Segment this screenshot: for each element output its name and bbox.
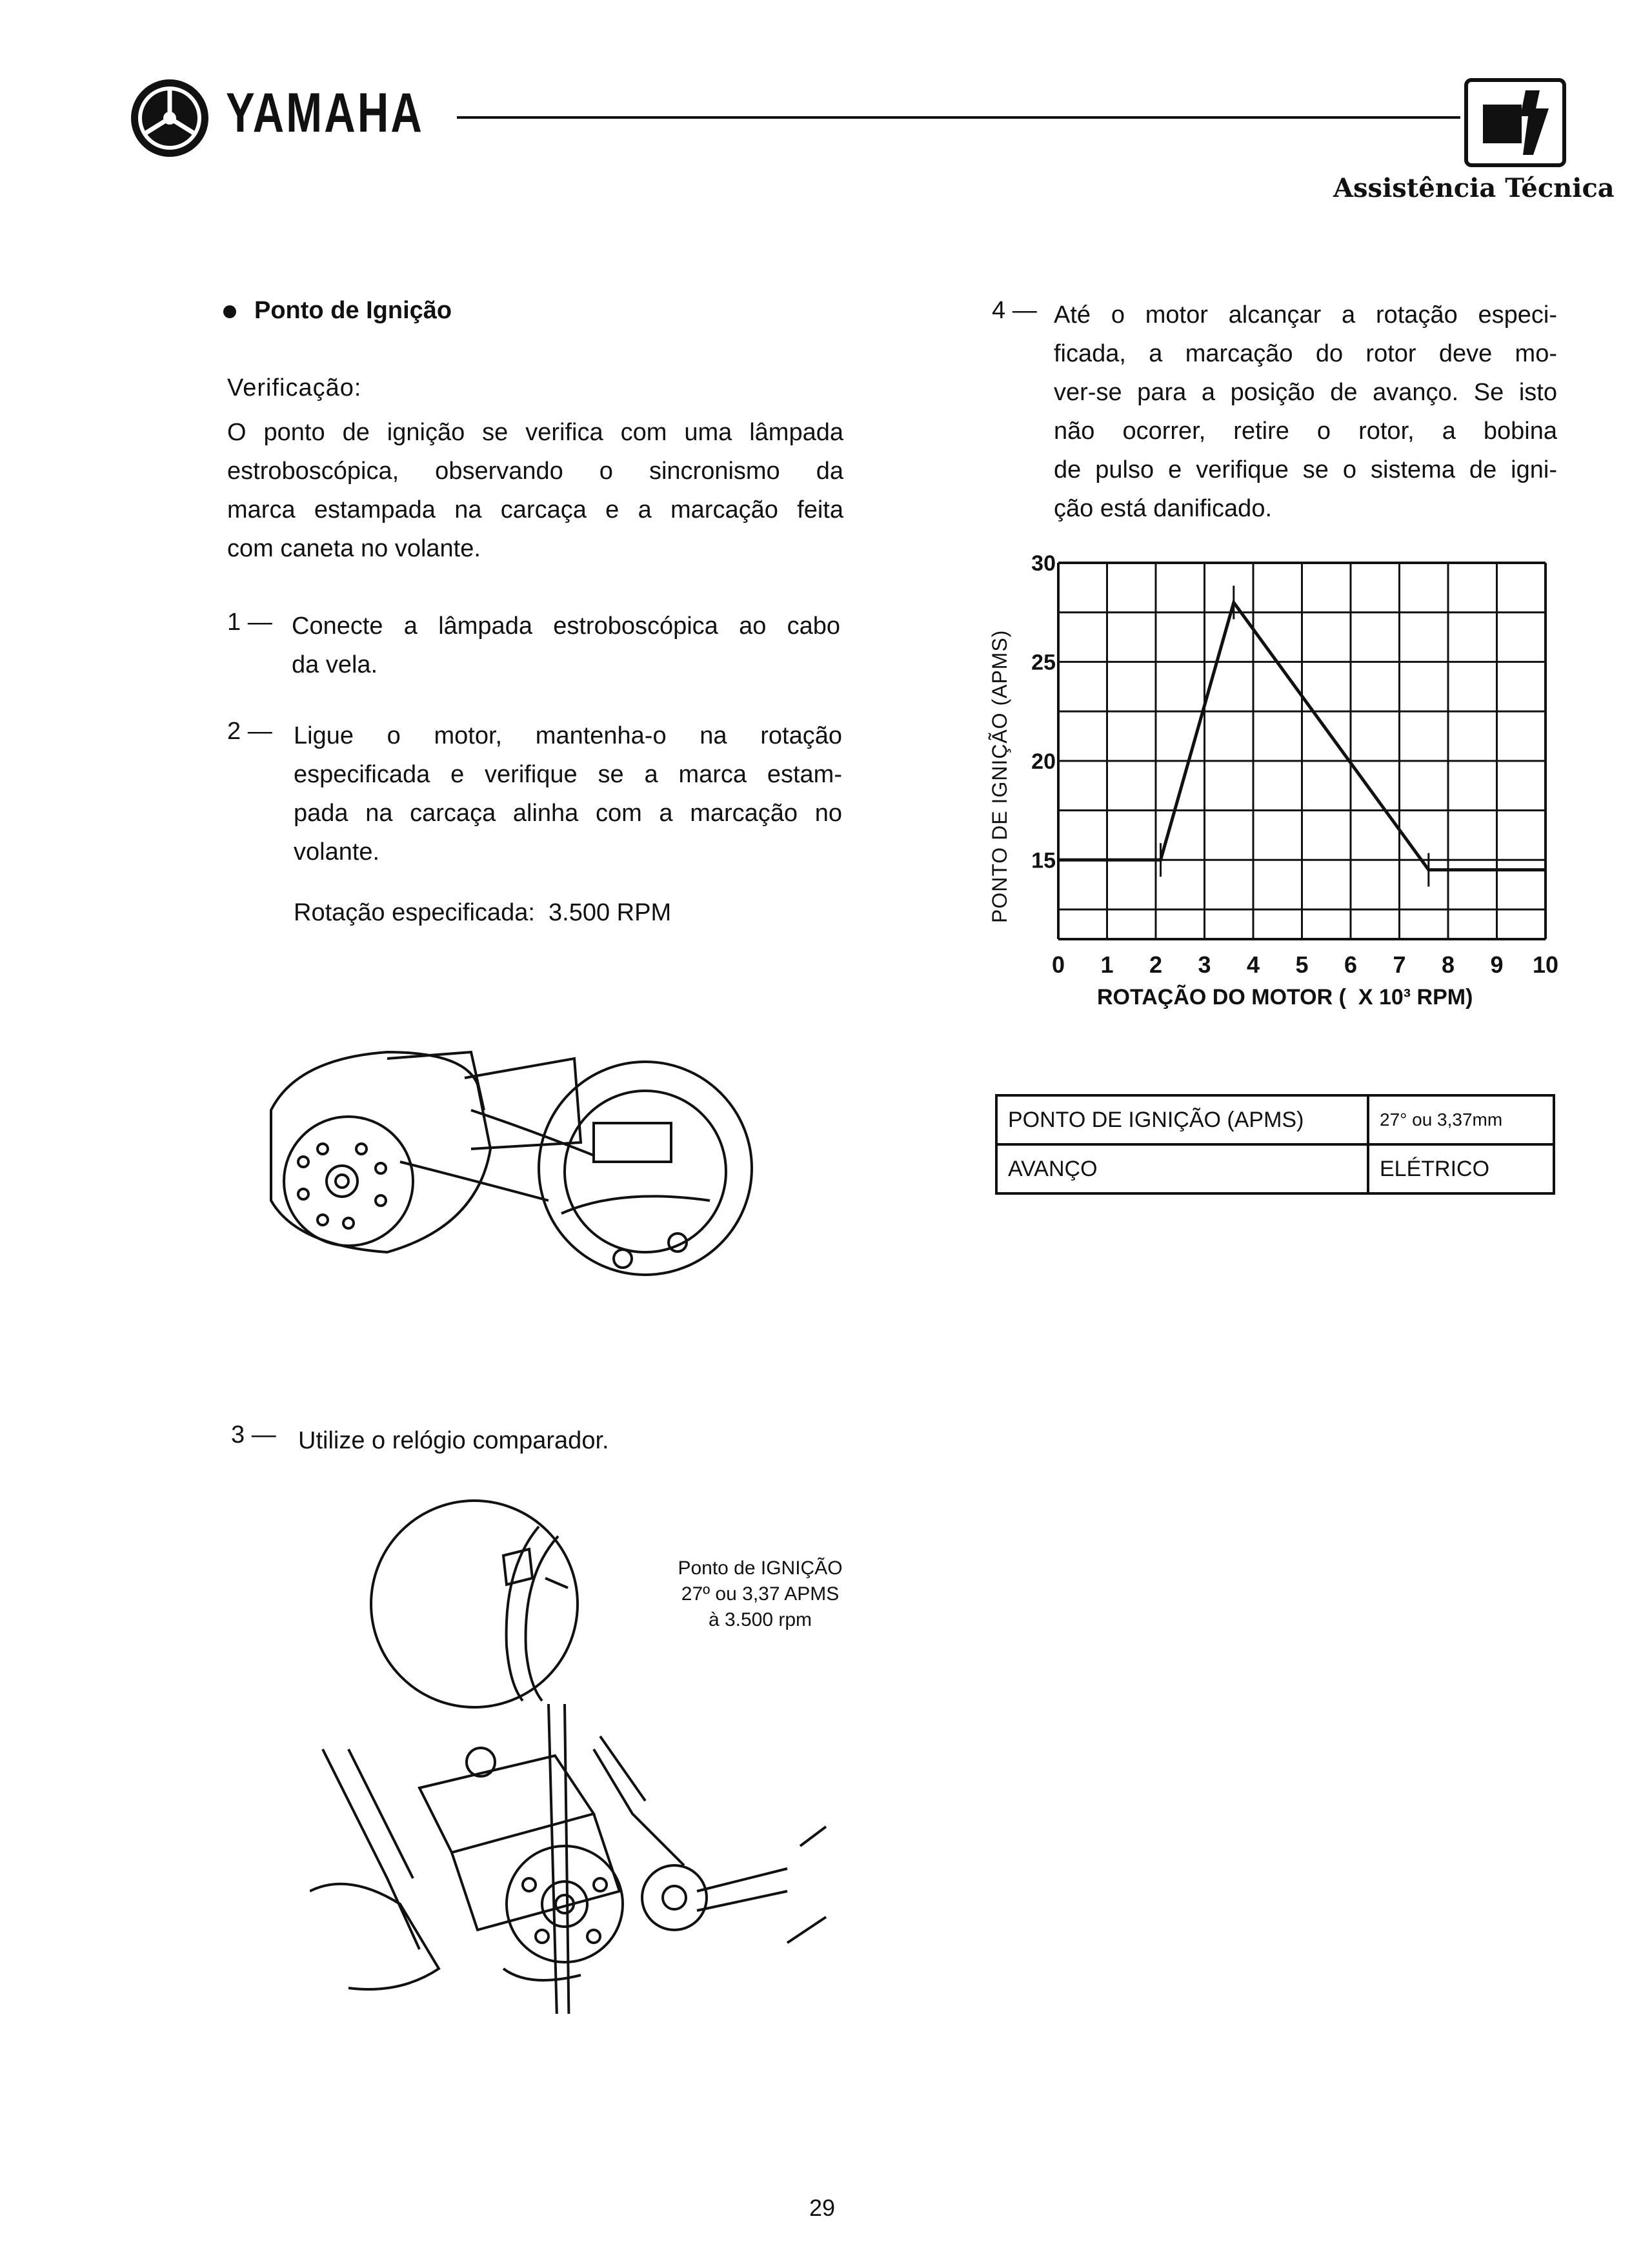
chart-grid [1058, 563, 1546, 939]
step-line: especificada e verifique se a marca estam- [294, 761, 842, 788]
tech-service-icon [1464, 77, 1567, 168]
step-4-number: 4 — [992, 297, 1037, 324]
table-cell-label: PONTO DE IGNIÇÃO (APMS) [996, 1095, 1368, 1144]
y-tick-label: 30 [1031, 551, 1056, 576]
step-2-text [294, 716, 842, 871]
x-tick-label: 8 [1441, 951, 1455, 978]
intro-line: com caneta no volante. [227, 535, 481, 562]
step-line: Conecte a lâmpada estroboscópica ao cabo [292, 613, 840, 640]
intro-line: estroboscópica, observando o sincronismo da [227, 458, 843, 485]
chart-x-label: ROTAÇÃO DO MOTOR ( X 10³ RPM) [1097, 985, 1473, 1009]
x-tick-label: 10 [1532, 951, 1559, 978]
x-tick-label: 3 [1198, 951, 1211, 978]
callout-line: à 3.500 rpm [708, 1609, 812, 1630]
brand-name: YAMAHA [226, 82, 424, 144]
chart-y-label: PONTO DE IGNIÇÃO (APMS) [988, 629, 1011, 923]
intro-line: O ponto de ignição se verifica com uma lâmpada [227, 419, 843, 446]
step-line: Ligue o motor, mantenha-o na rotação [294, 722, 842, 749]
yamaha-logo-emblem [128, 76, 212, 160]
step-line: volante. [294, 838, 380, 866]
step-line: ficada, a marcação do rotor deve mo- [1054, 340, 1557, 367]
y-tick-label: 20 [1031, 749, 1056, 774]
step-line: da vela. [292, 651, 378, 678]
flywheel-strobe-illustration [258, 1033, 774, 1291]
step-line: pada na carcaça alinha com a marcação no [294, 800, 842, 827]
x-tick-label: 5 [1295, 951, 1309, 978]
step-1-text [292, 607, 840, 684]
page-number: 29 [809, 2195, 836, 2221]
chart-x-ticks [1052, 951, 1558, 978]
x-tick-label: 7 [1393, 951, 1406, 978]
brand-subtitle: Assistência Técnica [1333, 173, 1615, 203]
step-line: não ocorrer, retire o rotor, a bobina [1054, 418, 1557, 445]
y-tick-label: 15 [1031, 848, 1056, 873]
step-line: Até o motor alcançar a rotação especi- [1054, 301, 1557, 329]
step-4-text [1054, 296, 1557, 528]
table-cell-value: 27° ou 3,37mm [1368, 1095, 1554, 1144]
x-tick-label: 2 [1149, 951, 1163, 978]
callout-line: Ponto de IGNIÇÃO [678, 1557, 843, 1579]
intro-line: marca estampada na carcaça e a marcação feita [227, 496, 843, 523]
subsection-title: Verificação: [227, 374, 362, 401]
x-tick-label: 9 [1490, 951, 1504, 978]
table-row [996, 1095, 1554, 1144]
chart-y-ticks [1031, 551, 1056, 873]
x-tick-label: 4 [1246, 951, 1260, 978]
step-line: ção está danificado. [1054, 495, 1273, 522]
header-rule [457, 116, 1460, 119]
ignition-advance-chart [981, 542, 1575, 1033]
spec-table [995, 1094, 1555, 1195]
table-cell-value: ELÉTRICO [1368, 1144, 1554, 1193]
y-tick-label: 25 [1031, 650, 1056, 675]
table-cell-label: AVANÇO [996, 1144, 1368, 1193]
x-tick-label: 6 [1344, 951, 1358, 978]
x-tick-label: 0 [1051, 951, 1065, 978]
bullet-dot [223, 305, 236, 318]
step-2-number: 2 — [227, 718, 272, 745]
spec-rpm: Rotação especificada: 3.500 RPM [294, 899, 672, 926]
intro-paragraph [227, 413, 843, 568]
x-tick-label: 1 [1100, 951, 1114, 978]
step-line: ver-se para a posição de avanço. Se isto [1054, 379, 1557, 406]
callout-line: 27º ou 3,37 APMS [681, 1583, 840, 1605]
step-1-number: 1 — [227, 609, 272, 636]
table-row [996, 1144, 1554, 1193]
ignition-callout [650, 1556, 870, 1633]
step-3-text: Utilize o relógio comparador. [298, 1427, 609, 1454]
step-line: de pulso e verifique se o sistema de igni- [1054, 456, 1557, 483]
section-title: Ponto de Ignição [254, 297, 452, 324]
step-3-number: 3 — [231, 1421, 276, 1448]
